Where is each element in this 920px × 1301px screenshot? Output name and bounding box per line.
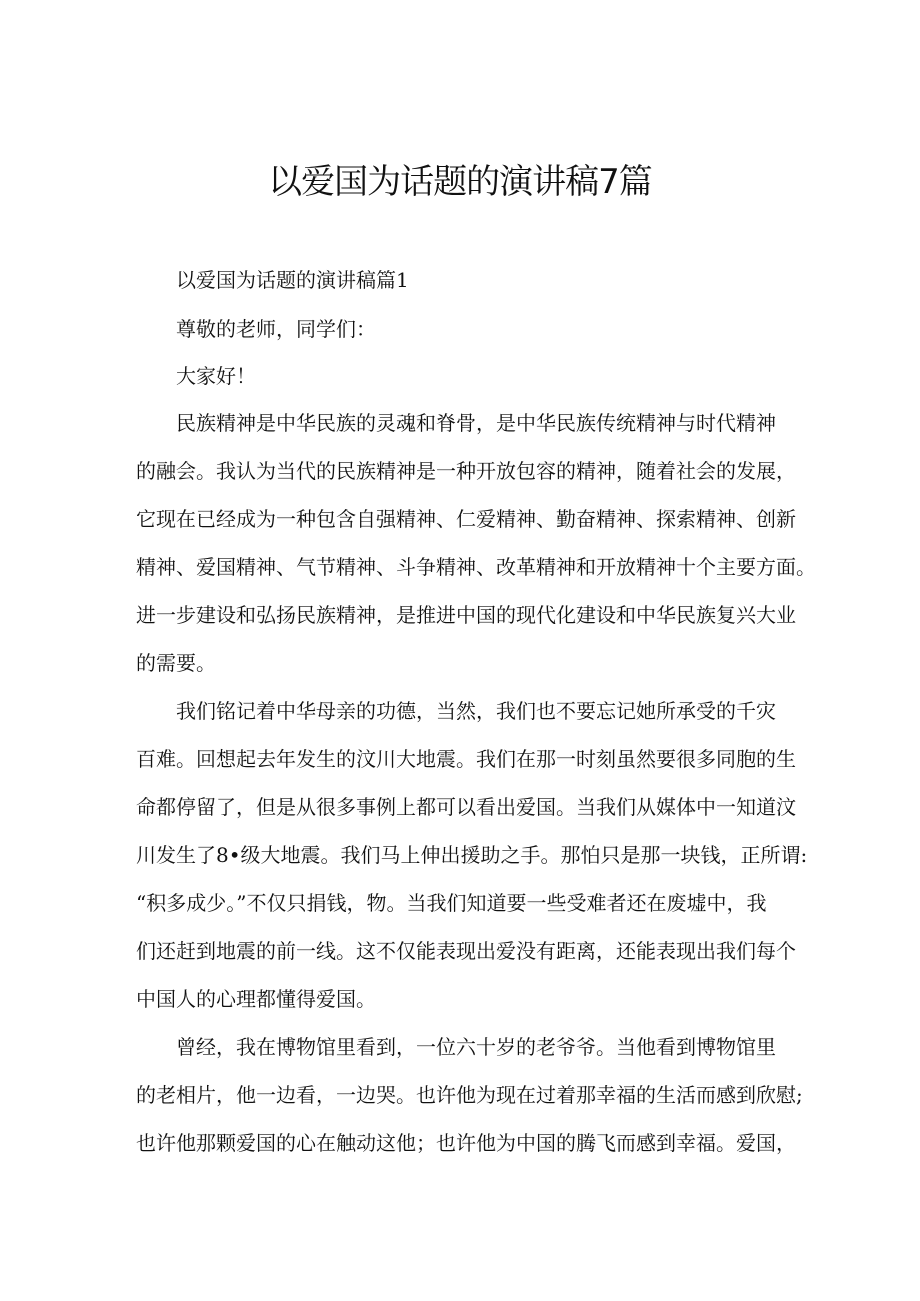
paragraph-line: 的融会。我认为当代的民族精神是一种开放包容的精神，随着社会的发展， <box>136 459 796 483</box>
paragraph-line: 也许他那颗爱国的心在触动这他；也许他为中国的腾飞而感到幸福。爱国， <box>136 1131 796 1155</box>
paragraph-line: 中国人的心理都懂得爱国。 <box>136 987 376 1011</box>
salutation: 尊敬的老师，同学们： <box>176 317 376 341</box>
paragraph-line: 川发生了8•级大地震。我们马上伸出援助之手。那怕只是那一块钱，正所谓: <box>136 843 808 867</box>
paragraph-line: 们还赶到地震的前一线。这不仅能表现出爱没有距离，还能表现出我们每个 <box>136 939 796 963</box>
document-title: 以爱国为话题的演讲稿7篇 <box>268 162 652 202</box>
paragraph-line: “积多成少。”不仅只捐钱，物。当我们知道要一些受难者还在废墟中，我 <box>136 891 767 915</box>
paragraph-line: 命都停留了，但是从很多事例上都可以看出爱国。当我们从媒体中一知道汶 <box>136 795 796 819</box>
paragraph-line: 民族精神是中华民族的灵魂和脊骨，是中华民族传统精神与时代精神 <box>176 411 776 435</box>
paragraph-line: 它现在已经成为一种包含自强精神、仁爱精神、勤奋精神、探索精神、创新 <box>136 507 796 531</box>
paragraph-line: 我们铭记着中华母亲的功德，当然，我们也不要忘记她所承受的千灾 <box>176 699 776 723</box>
paragraph-line: 曾经，我在博物馆里看到，一位六十岁的老爷爷。当他看到博物馆里 <box>176 1035 776 1059</box>
paragraph-line: 百难。回想起去年发生的汶川大地震。我们在那一时刻虽然要很多同胞的生 <box>136 747 796 771</box>
paragraph-line: 的需要。 <box>136 651 216 675</box>
paragraph-line: 进一步建设和弘扬民族精神，是推进中国的现代化建设和中华民族复兴大业 <box>136 603 796 627</box>
greeting: 大家好！ <box>176 364 256 388</box>
paragraph-line: 的老相片，他一边看，一边哭。也许他为现在过着那幸福的生活而感到欣慰; <box>136 1083 803 1107</box>
paragraph-line: 精神、爱国精神、气节精神、斗争精神、改革精神和开放精神十个主要方面。 <box>136 555 816 579</box>
section-heading: 以爱国为话题的演讲稿篇1 <box>176 268 409 292</box>
